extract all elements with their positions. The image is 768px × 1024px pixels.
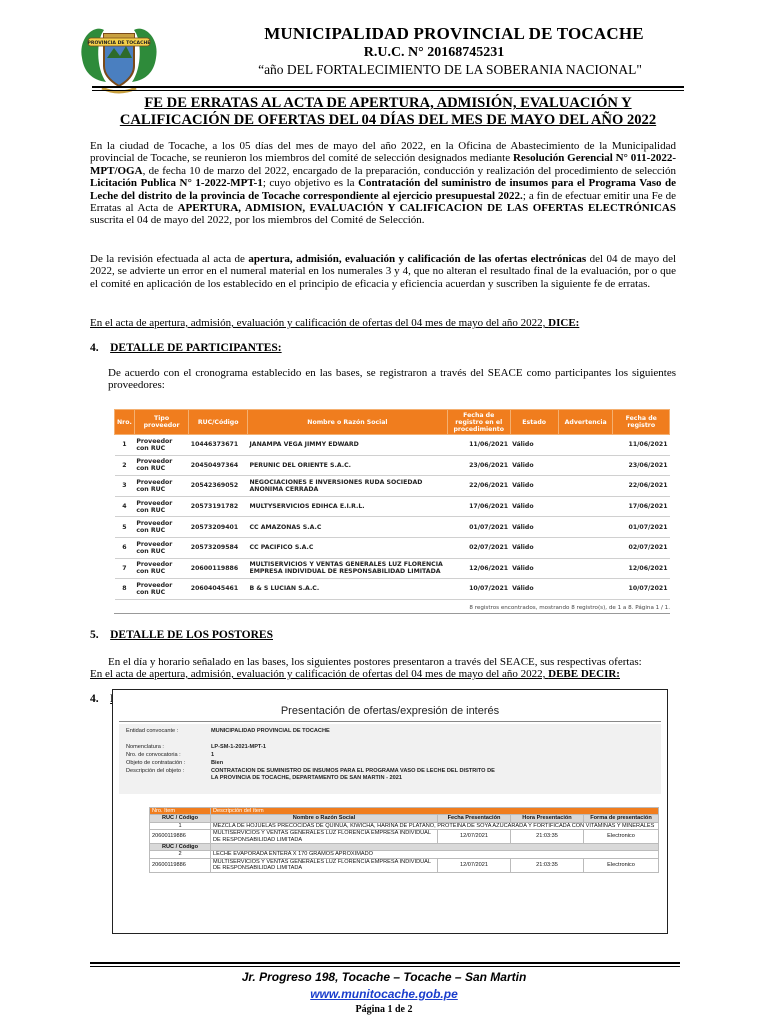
year-motto: “año DEL FORTALECIMIENTO DE LA SOBERANIA NACIONAL" <box>258 62 642 77</box>
participant-row: 7 Proveedor con RUC 20600119886 MULTISERVICIOS Y VENTAS GENERALES LUZ FLORENCIA EMPRESA INDIVIDUAL DE RESPONSABILIDAD LIMITADA 12/06/2021 Válido 12/06/2021 <box>115 558 670 579</box>
participants-footer-rule <box>114 613 670 614</box>
offer-bidder-row: 20600119886 MULTISERVICIOS Y VENTAS GENERALES LUZ FLORENCIA EMPRESA INDIVIDUAL DE RESPONSABILIDAD LIMITADA 12/07/2021 21:03:35 Electronico <box>150 830 659 844</box>
municipality-title: MUNICIPALIDAD PROVINCIAL DE TOCACHE <box>264 24 644 43</box>
participant-row: 1 Proveedor con RUC 10446373671 JANAMPA VEGA JIMMY EDWARD 11/06/2021 Válido 11/06/2021 <box>115 435 670 456</box>
offer-item-row: 1 MEZCLA DE HOJUELAS PRECOCIDAS DE QUINUA, KIWICHA, HARINA DE PLATANO, PROTEINA DE SOYA AZUCARADA Y FORTIFICADA CON VITAMINAS Y MINERALES <box>150 822 659 829</box>
footer-address: Jr. Progreso 198, Tocache – Tocache – San Martin <box>241 970 527 984</box>
footer-rule <box>90 962 680 964</box>
footer-rule-thin <box>90 966 680 967</box>
participants-footer: 8 registros encontrados, mostrando 8 registro(s), de 1 a 8. Página 1 / 1. <box>469 605 670 611</box>
panel-rule <box>119 721 661 722</box>
offers-head-row-repeat: RUC / Código <box>150 844 659 851</box>
licitacion-ref: Licitación Publica N° 1-2022-MPT-1 <box>90 177 263 190</box>
header-rule <box>92 86 684 88</box>
document-title-line1: FE DE ERRATAS AL ACTA DE APERTURA, ADMISIÓN, EVALUACIÓN Y <box>144 95 632 111</box>
header-rule-thin <box>92 90 684 91</box>
offers-table <box>149 807 659 873</box>
svg-text:PROVINCIA DE TOCACHE: PROVINCIA DE TOCACHE <box>87 41 151 46</box>
intro-paragraph: En la ciudad de Tocache, a los 05 días del mes de mayo del año 2022, en la Oficina de Abastecimiento de la Municipalidad provincial de Tocache, se reunieron los miembros del comité de selección designados mediante Resolución Gerencial N° 011-2022-MPT/OGA, de fecha 10 de marzo del 2022, encargado de la preparación, conducción y realización del procedimiento de selección Licitación Publica N° 1-2022-MPT-1; cuyo objetivo es la Contratación del suministro de insumos para el Programa Vaso de Leche del distrito de la provincia de Tocache correspondiente al ejercicio presupuestal 2022.; a fin de efectuar emitir una Fe de Erratas al Acta de APERTURA, ADMISION, EVALUACIÓN Y CALIFICACION DE LAS OFERTAS ELECTRÓNICAS suscrita el 04 de mayo del 2022, por los miembros del Comité de Selección. <box>90 140 677 227</box>
offers-head-row-1: Nro. Item Descripción del ítem <box>150 808 659 815</box>
document-title <box>90 95 686 129</box>
acta-name: APERTURA, ADMISION, EVALUACIÓN Y CALIFICACION DE LAS OFERTAS ELECTRÓNICAS <box>177 202 676 215</box>
participant-row: 4 Proveedor con RUC 20573191782 MULTYSERVICIOS EDIHCA E.I.R.L. 17/06/2021 Válido 17/06/2021 <box>115 496 670 517</box>
offers-screenshot-panel <box>112 689 668 934</box>
offers-head-row-2: RUC / Código Nombre o Razón Social Fecha Presentación Hora Presentación Forma de presentación <box>150 815 659 822</box>
section-5-body: En el día y horario señalado en las bases, los siguientes postores presentaron a través del SEACE, sus respectivas ofertas: <box>108 656 642 668</box>
participant-row: 3 Proveedor con RUC 20542369052 NEGOCIACIONES E INVERSIONES RUDA SOCIEDAD ANONIMA CERRADA 22/06/2021 Válido 22/06/2021 <box>115 476 670 497</box>
section-4-body: De acuerdo con el cronograma establecido en las bases, se registraron a través del SEACE como participantes los siguientes proveedores: <box>108 367 676 392</box>
section-5-heading: 5. DETALLE DE LOS POSTORES <box>90 629 273 641</box>
participants-header-row: Nro. Tipo proveedor RUC/Código Nombre o Razón Social Fecha de registro en el procedimiento Estado Advertencia Fecha de registro <box>115 410 670 435</box>
footer-website-link[interactable]: www.munitocache.gob.pe <box>310 987 458 1001</box>
panel-title: Presentación de ofertas/expresión de interés <box>280 705 500 717</box>
section-4-heading: 4. DETALLE DE PARTICIPANTES: <box>90 342 282 354</box>
participant-row: 8 Proveedor con RUC 20604045461 B & S LUCIAN S.A.C. 10/07/2021 Válido 10/07/2021 <box>115 579 670 600</box>
resolution-ref: Resolución Gerencial N° 011-2022-MPT/OGA <box>90 152 677 177</box>
participants-table <box>114 409 670 600</box>
contract-object: Contratación del suministro de insumos para el Programa Vaso de Leche del distrito de la provincia de Tocache correspondiente al ejercicio presupuestal 2022. <box>90 177 676 202</box>
dice-line: En el acta de apertura, admisión, evaluación y calificación de ofertas del 04 mes de mayo del año 2022, DICE: <box>90 317 580 329</box>
document-title-line2: CALIFICACIÓN DE OFERTAS DEL 04 DÍAS DEL MES DE MAYO DEL AÑO 2022 <box>119 112 657 128</box>
offer-item-row: 2 LECHE EVAPORADA ENTERA X 170 GRAMOS APROXIMADO <box>150 851 659 858</box>
panel-info-card: Entidad convocante : MUNICIPALIDAD PROVINCIAL DE TOCACHE Nomenclatura : LP-SM-1-2021-MPT-1 Nro. de convocatoria : 1 Objeto de contratación : Bien Descripción del objeto : CONTRATACION DE SUMINISTRO DE INSUMOS PARA EL PROGRAMA VASO DE LECHE DEL DISTRITO DE LA PROVINCIA DE TOCACHE, DEPARTAMENTO DE SAN MARTIN - 2021 <box>119 724 661 794</box>
participant-row: 5 Proveedor con RUC 20573209401 CC AMAZONAS S.A.C 01/07/2021 Válido 01/07/2021 <box>115 517 670 538</box>
debe-decir-line: En el acta de apertura, admisión, evaluación y calificación de ofertas del 04 mes de mayo del año 2022, DEBE DECIR: <box>90 668 620 680</box>
participant-row: 6 Proveedor con RUC 20573209584 CC PACIFICO S.A.C 02/07/2021 Válido 02/07/2021 <box>115 537 670 558</box>
offer-bidder-row: 20600119886 MULTISERVICIOS Y VENTAS GENERALES LUZ FLORENCIA EMPRESA INDIVIDUAL DE RESPONSABILIDAD LIMITADA 12/07/2021 21:03:35 Electronico <box>150 858 659 872</box>
section-4b-heading: 4. <box>90 693 99 705</box>
ruc-number: R.U.C. N° 20168745231 <box>363 45 505 60</box>
review-paragraph: De la revisión efectuada al acta de apertura, admisión, evaluación y calificación de las ofertas electrónicas del 04 de mayo del 2022, se advierte un error en el numeral material en los numerales 3 y 4, que no alteran el resultado final de la evaluación, por o que el comité en aplicación de los establecido en el principio de eficacia y eficiencia acuerdan y suscriben la siguiente fe de erratas. <box>90 253 677 290</box>
page-number: Página 1 de 2 <box>355 1004 413 1015</box>
participant-row: 2 Proveedor con RUC 20450497364 PERUNIC DEL ORIENTE S.A.C. 23/06/2021 Válido 23/06/2021 <box>115 455 670 476</box>
